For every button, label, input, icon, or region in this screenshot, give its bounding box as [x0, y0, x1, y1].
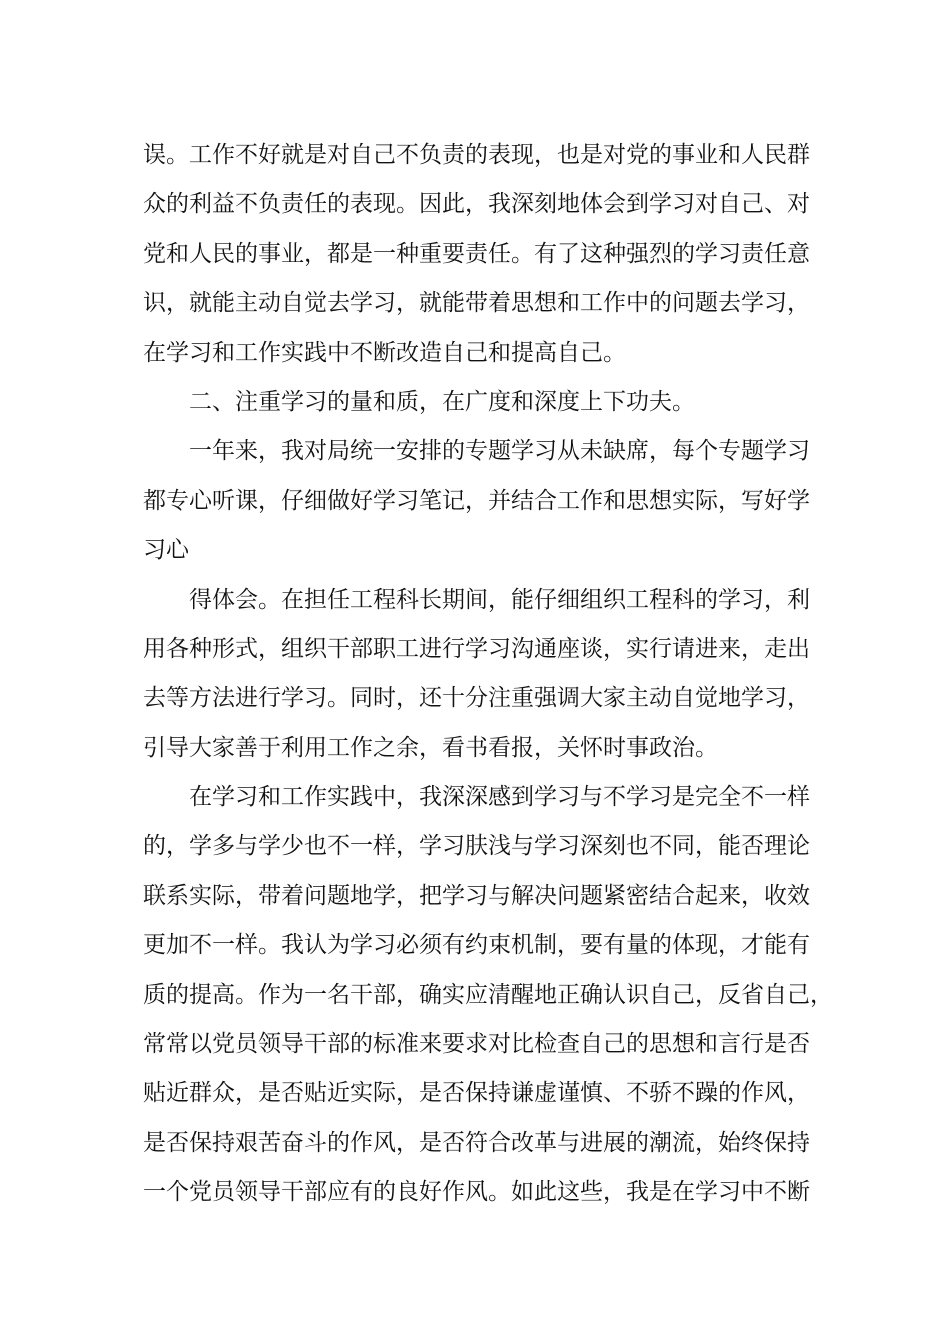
text-line: 在学习和工作实践中不断改造自己和提高自己。: [143, 339, 626, 366]
text-line: 用各种形式，组织干部职工进行学习沟通座谈，实行请进来，走出: [143, 635, 810, 662]
text-line: 众的利益不负责任的表现。因此，我深刻地体会到学习对自己、对: [143, 191, 810, 218]
text-line: 习心: [143, 537, 189, 564]
text-line: 一个党员领导干部应有的良好作风。如此这些，我是在学习中不断: [143, 1179, 810, 1206]
text-line: 贴近群众，是否贴近实际，是否保持谦虚谨慎、不骄不躁的作风，: [143, 1080, 810, 1107]
text-line: 识，就能主动自觉去学习，就能带着思想和工作中的问题去学习，: [143, 290, 810, 317]
text-line: 党和人民的事业，都是一种重要责任。有了这种强烈的学习责任意: [143, 240, 810, 267]
text-line: 去等方法进行学习。同时，还十分注重强调大家主动自觉地学习，: [143, 685, 810, 712]
document-body: [143, 131, 833, 1218]
section-heading: 二、注重学习的量和质，在广度和深度上下功夫。: [189, 388, 695, 415]
text-line: 质的提高。作为一名干部，确实应清醒地正确认识自己，反省自己，: [143, 981, 833, 1008]
text-line: 是否保持艰苦奋斗的作风，是否符合改革与进展的潮流，始终保持: [143, 1129, 810, 1156]
text-line: 在学习和工作实践中，我深深感到学习与不学习是完全不一样: [189, 784, 810, 811]
text-line: 引导大家善于利用工作之余，看书看报，关怀时事政治。: [143, 734, 718, 761]
text-line: 误。工作不好就是对自己不负责的表现，也是对党的事业和人民群: [143, 142, 810, 168]
text-line: 常常以党员领导干部的标准来要求对比检查自己的思想和言行是否: [143, 1031, 810, 1058]
text-line: 一年来，我对局统一安排的专题学习从未缺席，每个专题学习: [189, 438, 810, 465]
text-line: 得体会。在担任工程科长期间，能仔细组织工程科的学习，利: [189, 586, 810, 613]
text-line: 的，学多与学少也不一样，学习肤浅与学习深刻也不同，能否理论: [143, 833, 810, 860]
text-line: 更加不一样。我认为学习必须有约束机制，要有量的体现，才能有: [143, 932, 810, 959]
text-line: 联系实际，带着问题地学，把学习与解决问题紧密结合起来，收效: [143, 882, 810, 909]
text-line: 都专心听课，仔细做好学习笔记，并结合工作和思想实际，写好学: [143, 487, 810, 514]
